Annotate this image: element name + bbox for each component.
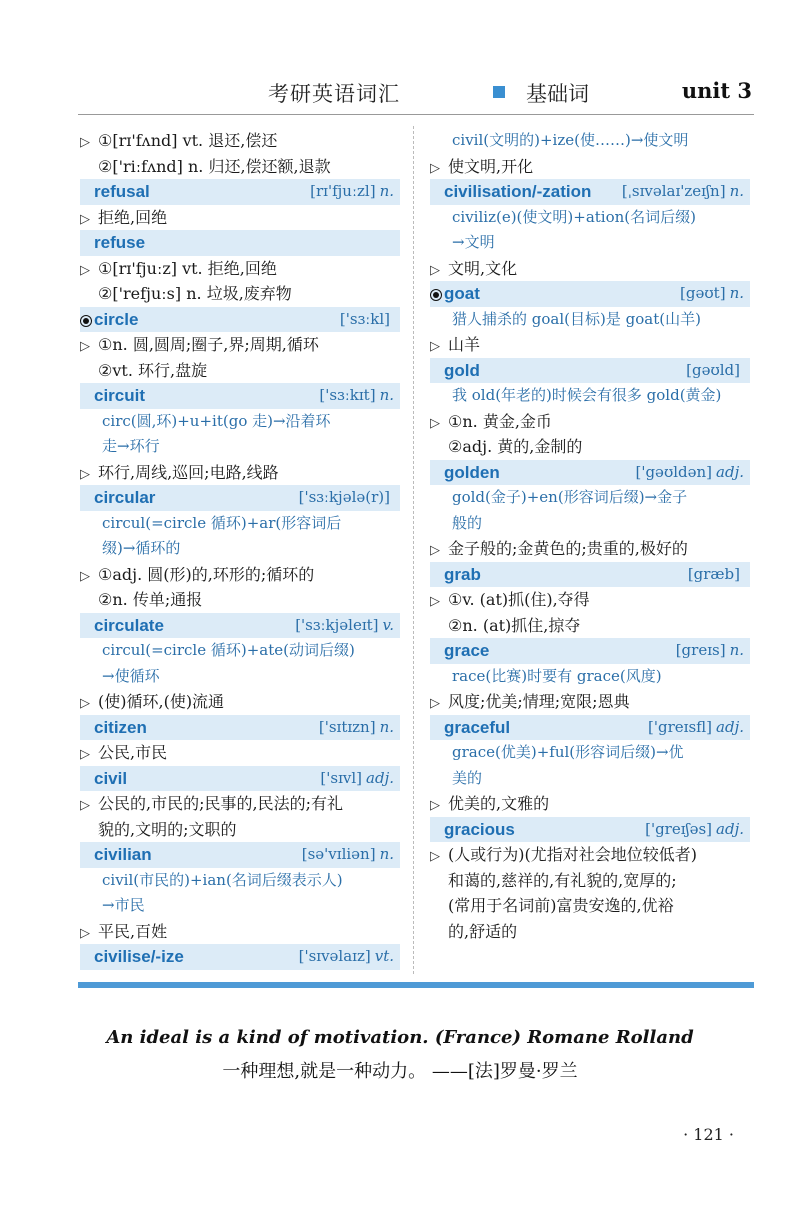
column-divider [413,126,414,974]
footer-band [78,982,754,988]
part-of-speech: n. [379,717,394,736]
headword: golden [444,462,500,482]
unit-label: unit 3 [681,78,752,103]
section-title: 基础词 [526,82,589,106]
phonetic [340,307,394,333]
headword-row [80,766,400,792]
quote-chinese: 一种理想,就是一种动力。 ——[法]罗曼·罗兰 [222,1061,578,1082]
definition-line [80,154,400,180]
etymology-text: race(比赛)时要有 grace(风度) [452,666,662,685]
headword: circulate [94,615,164,635]
headword-row [80,485,400,511]
definition-line [80,562,400,588]
etymology-line [430,766,750,792]
definition-line [80,332,400,358]
definition-line [80,740,400,766]
etymology-text: civil(市民的)+ian(名词后缀表示人) [102,870,343,889]
triangle-marker-icon: ▷ [430,415,440,431]
etymology-text: →使循环 [102,666,160,685]
headword-row [430,562,750,588]
definition-text: 文明,文化 [448,258,518,278]
phonetic-text: [ˌsɪvəlaɪ'zeɪʃn] [621,182,726,200]
definition-line [430,154,750,180]
etymology-line [80,664,400,690]
definition-text: (使)循环,(使)流通 [98,692,225,711]
etymology-line [430,230,750,256]
headword: citizen [94,717,147,737]
definition-line [80,128,400,154]
etymology-text: 缀)→循环的 [102,539,181,557]
part-of-speech: adj. [716,717,744,736]
headword: civilian [94,845,152,864]
definition-text: 山羊 [448,335,481,354]
phonetic-text: ['sɪvl] [320,768,363,787]
headword: refuse [94,233,146,252]
definition-text: ①v. (at)抓(住),夺得 [448,590,590,609]
triangle-marker-icon: ▷ [80,262,90,278]
headword: civil [94,768,128,788]
etymology-line [430,664,750,690]
definition-line [430,536,750,562]
etymology-line [430,205,750,231]
right-column [430,128,750,944]
definition-line [430,868,750,894]
definition-text: (常用于名词前)富贵安逸的,优裕 [448,896,674,915]
phonetic [295,613,394,639]
headword: circuit [94,386,146,405]
etymology-line [80,409,400,435]
phonetic [635,460,744,486]
definition-text: ②['riːfʌnd] n. 归还,偿还额,退款 [98,156,331,176]
definition-line [430,587,750,613]
definition-text: 使文明,开化 [448,156,534,176]
definition-text: (人或行为)(尤指对社会地位较低者) [448,845,697,864]
definition-text: ①n. 圆,圆周;圈子,界;周期,循环 [98,335,319,354]
headword: grace [444,641,490,660]
book-title: 考研英语词汇 [268,82,400,106]
definition-text: 公民,市民 [98,743,168,762]
headword-row [430,715,750,741]
headword-row [430,817,750,843]
triangle-marker-icon: ▷ [430,798,440,813]
etymology-text: circ(圆,环)+u+it(go 走)→沿着环 [102,411,331,430]
part-of-speech: v. [382,615,394,634]
definition-line [430,689,750,715]
triangle-marker-icon: ▷ [80,135,90,150]
etymology-line [430,511,750,537]
headword-row [430,281,750,307]
definition-line [80,256,400,282]
etymology-text: 走→环行 [102,437,160,455]
definition-text: ②vt. 环行,盘旋 [98,360,208,380]
phonetic [299,485,394,511]
phonetic-text: ['sɪtɪzn] [318,717,376,736]
phonetic [310,179,394,205]
headword: goat [444,284,480,303]
phonetic [686,358,744,384]
triangle-marker-icon: ▷ [80,747,90,762]
headword-row [430,460,750,486]
headword: gracious [444,819,515,839]
phonetic [622,179,744,205]
headword-row [80,715,400,741]
phonetic [648,715,744,741]
phonetic-text: ['sɜːkɪt] [319,386,376,404]
triangle-marker-icon: ▷ [430,339,440,354]
triangle-marker-icon: ▷ [80,568,90,584]
key-word-bullet-icon [80,315,92,327]
definition-line [430,919,750,945]
part-of-speech: n. [379,386,394,404]
part-of-speech: n. [379,845,394,863]
phonetic [680,281,744,307]
definition-line [80,281,400,307]
triangle-marker-icon: ▷ [430,594,440,609]
headword-row [430,179,750,205]
definition-text: 风度;优美;情理;宽限;恩典 [448,692,630,711]
phonetic-text: [gəʊt] [680,284,726,302]
headword-row [80,842,400,868]
etymology-line [430,307,750,333]
etymology-text: →文明 [452,233,495,251]
definition-text: ①[rɪ'fjuːz] vt. 拒绝,回绝 [98,258,277,278]
definition-text: ①n. 黄金,金币 [448,411,552,431]
definition-text: 和蔼的,慈祥的,有礼貌的,宽厚的; [448,870,677,890]
page-header [78,78,754,108]
etymology-text: 我 old(年老的)时候会有很多 gold(黄金) [452,386,722,404]
etymology-line [80,638,400,664]
etymology-line [80,893,400,919]
phonetic [302,842,394,868]
headword: civilise/-ize [94,947,184,966]
definition-line [430,791,750,817]
definition-text: ①adj. 圆(形)的,环形的;循环的 [98,564,315,584]
headword: civilisation/-zation [444,182,592,201]
phonetic-text: ['sɪvəlaɪz] [298,947,371,965]
headword-row [80,613,400,639]
definition-line [430,256,750,282]
etymology-text: 般的 [452,513,483,532]
phonetic-text: [gəʊld] [686,360,740,379]
phonetic [676,638,744,664]
etymology-text: civiliz(e)(使文明)+ation(名词后缀) [452,207,696,226]
part-of-speech: adj. [366,768,394,787]
definition-line [430,893,750,919]
phonetic [645,817,744,843]
definition-line [80,460,400,486]
definition-line [80,919,400,945]
definition-text: ②adj. 黄的,金制的 [448,437,583,456]
triangle-marker-icon: ▷ [430,262,440,278]
headword-row [430,358,750,384]
header-rule [78,114,754,115]
key-word-bullet-icon [430,289,442,301]
definition-line [430,332,750,358]
part-of-speech: n. [729,284,744,302]
phonetic-text: ['sɜːkjələ(r)] [298,488,390,506]
phonetic-text: ['greɪsfl] [648,717,713,736]
triangle-marker-icon: ▷ [430,543,440,558]
etymology-text: circul(=circle 循环)+ar(形容词后 [102,513,342,532]
quote-english: An ideal is a kind of motivation. (France) Romane Rolland [106,1027,694,1048]
phonetic [299,944,394,970]
phonetic [319,383,394,409]
etymology-line [80,434,400,460]
etymology-text: grace(优美)+ful(形容词后缀)→优 [452,743,684,761]
part-of-speech: vt. [374,947,394,965]
headword: circular [94,488,156,507]
headword-row [80,944,400,970]
definition-line [430,842,750,868]
etymology-text: →市民 [102,896,145,914]
etymology-line [430,128,750,154]
headword: graceful [444,717,511,737]
definition-text: ②n. (at)抓住,掠夺 [448,615,581,635]
definition-text: 优美的,文雅的 [448,794,550,813]
triangle-marker-icon: ▷ [430,696,440,711]
part-of-speech: n. [379,182,394,200]
triangle-marker-icon: ▷ [80,339,90,354]
etymology-line [80,868,400,894]
headword: circle [94,309,139,329]
definition-line [80,358,400,384]
phonetic-text: ['sɜːkl] [339,309,390,328]
definition-text: 环行,周线,巡回;电路,线路 [98,462,279,482]
phonetic-text: [greɪs] [675,641,726,659]
phonetic [319,715,394,741]
definition-text: 金子般的;金黄色的;贵重的,极好的 [448,539,688,558]
phonetic [688,562,744,588]
headword-row [80,383,400,409]
phonetic-text: ['sɜːkjəleɪt] [295,615,379,634]
part-of-speech: adj. [716,819,744,838]
phonetic-text: [sə'vɪliən] [301,845,376,863]
etymology-line [430,383,750,409]
headword: gold [444,360,480,380]
triangle-marker-icon: ▷ [430,160,440,176]
definition-text: 的,舒适的 [448,921,518,941]
phonetic [320,766,394,792]
phonetic-text: [rɪ'fjuːzl] [310,182,376,200]
headword-row [80,307,400,333]
definition-line [430,613,750,639]
headword-row [80,179,400,205]
page-number: · 121 · [683,1125,734,1144]
etymology-line [430,485,750,511]
etymology-text: circul(=circle 循环)+ate(动词后缀) [102,641,355,659]
part-of-speech: n. [729,182,744,200]
definition-line [80,817,400,843]
triangle-marker-icon: ▷ [80,211,90,227]
definition-text: ②['refjuːs] n. 垃圾,废弃物 [98,284,292,303]
headword: grab [444,564,481,584]
square-bullet-icon [493,86,505,98]
triangle-marker-icon: ▷ [80,798,90,813]
definition-line [80,587,400,613]
triangle-marker-icon: ▷ [80,696,90,711]
part-of-speech: adj. [716,462,744,481]
definition-text: 公民的,市民的;民事的,民法的;有礼 [98,794,343,813]
part-of-speech: n. [729,641,744,659]
definition-text: 平民,百姓 [98,921,168,941]
etymology-line [80,511,400,537]
definition-line [80,791,400,817]
headword-row [430,638,750,664]
definition-line [80,689,400,715]
definition-text: ①[rɪ'fʌnd] vt. 退还,偿还 [98,131,278,150]
definition-line [430,434,750,460]
triangle-marker-icon: ▷ [80,925,90,941]
definition-line [430,409,750,435]
definition-text: ②n. 传单;通报 [98,590,203,609]
definition-text: 拒绝,回绝 [98,207,168,227]
triangle-marker-icon: ▷ [80,466,90,482]
phonetic-text: [græb] [687,564,740,583]
phonetic-text: ['gəʊldən] [635,462,713,481]
etymology-text: 猎人捕杀的 goal(目标)是 goat(山羊) [452,309,701,328]
etymology-text: 美的 [452,768,483,787]
headword: refusal [94,182,150,201]
etymology-text: gold(金子)+en(形容词后缀)→金子 [452,488,688,506]
etymology-line [430,740,750,766]
left-column [80,128,400,970]
headword-row [80,230,400,256]
definition-text: 貌的,文明的;文职的 [98,819,237,839]
phonetic-text: ['greɪʃəs] [645,819,713,838]
definition-line [80,205,400,231]
etymology-text: civil(文明的)+ize(使……)→使文明 [452,131,689,149]
triangle-marker-icon: ▷ [430,849,440,864]
phonetic [390,230,394,256]
etymology-line [80,536,400,562]
